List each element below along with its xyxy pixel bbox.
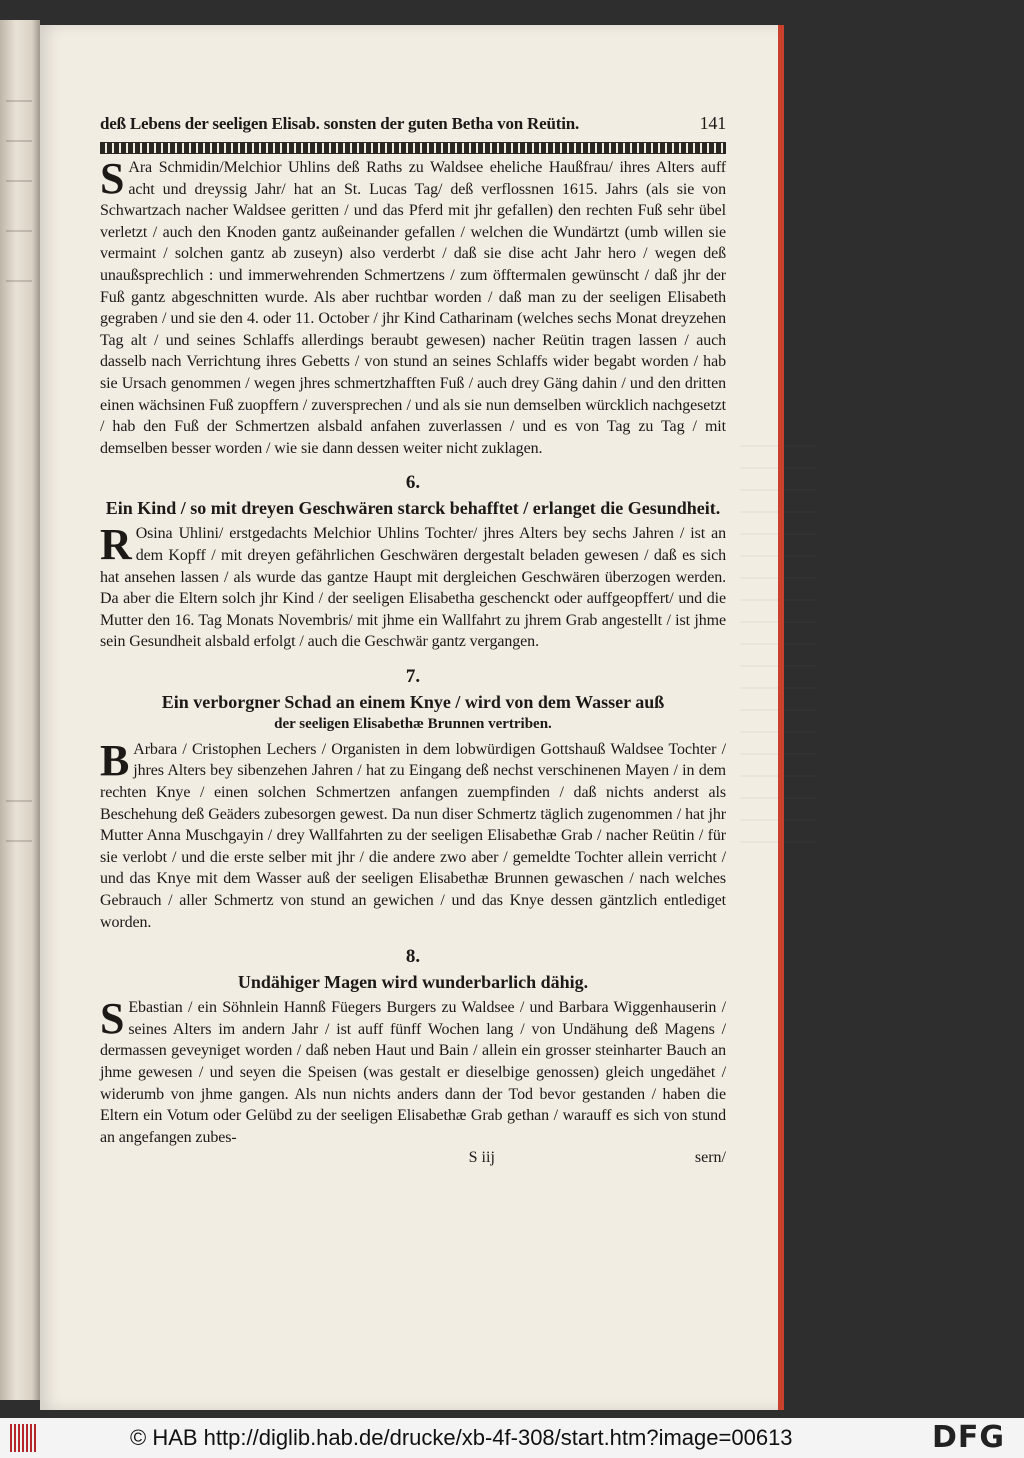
catchword: sern/ — [694, 1149, 726, 1167]
section-8-number: 8. — [405, 946, 421, 968]
section-8-text: SEbastian / ein Söhnlein Hannß Füegers Burgers zu Waldsee / und Barbara Wiggenhauserin / seines Alters im andern Jahr / ist auff fünff Wochen lang / von Undähung deß Magens / dermassen geveyniget worden / daß neben Haut und Bain / allein ein grosser steinharter Bauch an jhme gewesen / und seyen die Speisen (was gestalt er dieselbige genossen) gleich ungedähet / widerumb von jhme gangen. Als nun nichts anders dann der Tod bevor gestanden / haben die Eltern ein Votum oder Gelübd zu der seeligen Elisabethæ Grab gethan / warauff es sich von stund an angefangen zubes- — [100, 994, 726, 1146]
folio-number: 141 — [699, 113, 726, 133]
previous-page-edge — [0, 20, 40, 1400]
section-7-text: BArbara / Cristophen Lechers / Organisten in dem lobwürdigen Gottshauß Waldsee Tochter / jhres Alters bey sibenzehen Jahren / hat zu Eingang deß nechst verschinenen Mayen / in dem rechten Knye / einen solchen Schmertzen anfangen zuempfinden / daß nichts anderst als Beschehung deß Geäders zubesorgen gewest. Da nun diser Schmertz täglich zugenommen / hat jhr Mutter Anna Muschgayin / drey Wallfahrten zu der seeligen Elisabethæ Grab / nacher Reütin / für sie verlobt / und die erste selber mit jhr / die andere zwo aber / gemeldte Tochter allein verricht / und das Knye mit dem Wasser auß der seeligen Elisabethæ Brunnen gewaschen / nach welches Gebrauch / aller Schmertz von stund an gewichen / und das Knye dessen gäntzlich entlediget worden. — [100, 735, 726, 931]
red-page-edge — [778, 25, 784, 1410]
catchline — [100, 1148, 726, 1168]
section-8-title: Undähiger Magen wird wunderbarlich dähig. — [237, 972, 589, 993]
section-6-text: ROsina Uhlini/ erstgedachts Melchior Uhlins Tochter/ jhres Alters bey sechs Jahren / ist an dem Kopff / mit dreyen gefährlichen Geschwären dergestalt beladen gewesen / daß es sich hat ansehen lassen / als wurde das gantze Haupt mit dergleichen Geschwären überzogen werden. Da aber die Eltern solch jhr Kind / der seeligen Elisabetha geschenckt oder auffgeopffert/ und die Mutter den 16. Tag Monats Novembris/ mit jhme ein Wallfahrt zu jhrem Grab angestellt / ist jhme sein Gesundheit alsbald erfolgt / auch die Geschwär gantz vergangen. — [100, 520, 726, 651]
ornamental-rule — [100, 142, 726, 154]
running-title: deß Lebens der seeligen Elisab. sonsten der guten Betha von Reütin. — [100, 114, 580, 133]
section-6-number: 6. — [405, 472, 421, 494]
signature-mark: S iij — [468, 1149, 495, 1167]
page-content — [100, 113, 726, 1168]
intro-paragraph: SAra Schmidin/Melchior Uhlins deß Raths zu Waldsee eheliche Haußfrau/ ihres Alters auff acht und dreyssig Jahr/ hat an St. Lucas Tag/ deß verflossnen 1615. Jahrs (als sie von Schwartzach nacher Waldsee geritten / und das Pferd mit jhr gefallen) den rechten Fuß sehr übel verletzt / auch den Knoden gantz außeinander gefallen / welchen die Wundärtzt (umb willen sie vermaint / solchen gantz ab zuseyn) also verderbt / daß sie dise acht Jahr hero / wegen deß unaußsprechlich : und immerwehrenden Schmertzens / zum öfftermalen gewünscht / daß jhr der Fuß gantz abgeschnitten wurde. Als aber ruchtbar worden / daß man zu der seeligen Elisabeth gegraben / und sie den 4. oder 11. October / jhr Kind Catharinam (welches sechs Monat dreyzehen Tag alt / und seines Schlaffs allerdings beraubt gewesen) nacher Reütin tragen lassen / auch dasselb nach Verrichtung ihres Gebetts / von stund an seines Schlaffs wider begabt worden / hab sie Ursach genommen / wegen jhres schmertzhafften Fuß / auch drey Gäng dahin / und den dritten einen wächsinen Fuß zuopffern / zuversprechen / und als sie nun demselben würcklich nachgesetzt / hab den Fuß der Schmertzen alsbald anfahen zuverlassen / und es von Tag zu Tag / mit demselben besser worden / wie sie dann dessen weiter nicht zuklagen. — [100, 154, 726, 457]
running-head — [100, 113, 726, 137]
section-7-number: 7. — [405, 665, 421, 687]
dfg-logo: DFG — [932, 1420, 1006, 1455]
library-barcode-icon — [10, 1424, 38, 1452]
book-page — [40, 25, 784, 1410]
section-7-subtitle: der seeligen Elisabethæ Brunnen vertriben. — [274, 715, 552, 732]
section-7-heading — [100, 691, 726, 735]
copyright-link[interactable]: © HAB http://diglib.hab.de/drucke/xb-4f-308/start.htm?image=00613 — [130, 1425, 793, 1450]
section-7-title: Ein verborgner Schad an einem Knye / wird von dem Wasser auß — [161, 691, 665, 712]
section-6-title: Ein Kind / so mit dreyen Geschwären starck behafftet / erlanget die Gesundheit. — [105, 498, 721, 519]
